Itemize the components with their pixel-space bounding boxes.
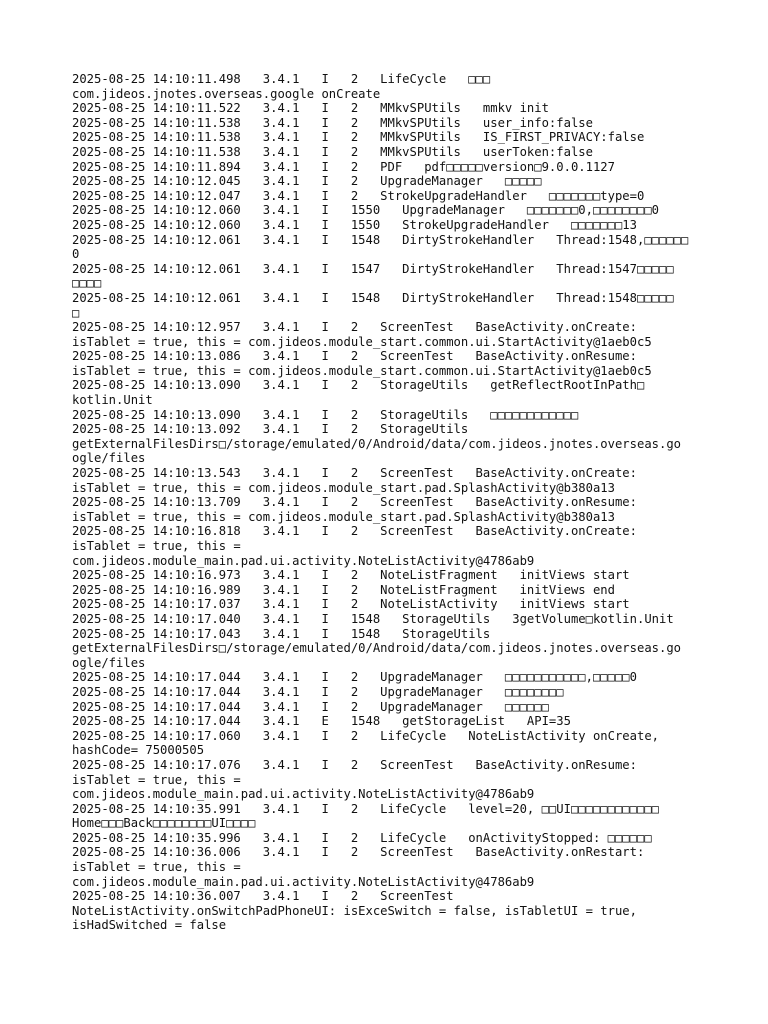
log-entry: 2025-08-25 14:10:13.090 3.4.1 I 2 StorageUtils □□□□□□□□□□□□: [72, 407, 579, 422]
log-entry: 2025-08-25 14:10:12.060 3.4.1 I 1550 UpgradeManager □□□□□□□0,□□□□□□□□0: [72, 203, 659, 218]
log-entry: 2025-08-25 14:10:11.498 3.4.1 I 2 LifeCycle □□□ com.jideos.jnotes.overseas.google onCreate: [72, 72, 491, 101]
log-entry: 2025-08-25 14:10:13.709 3.4.1 I 2 ScreenTest BaseActivity.onResume: isTablet = true, this = com.jideos.module_start.pad.SplashActivity@b380a13: [72, 495, 637, 524]
log-entry: 2025-08-25 14:10:12.061 3.4.1 I 1547 DirtyStrokeHandler Thread:1547□□□□□ □□□□: [72, 261, 674, 291]
log-entry: 2025-08-25 14:10:16.818 3.4.1 I 2 ScreenTest BaseActivity.onCreate: isTablet = true, this = com.jideos.module_main.pad.ui.activity.NoteListActivity@4786ab9: [72, 524, 637, 568]
log-entry: 2025-08-25 14:10:16.989 3.4.1 I 2 NoteListFragment initViews end: [72, 582, 615, 597]
log-entry: 2025-08-25 14:10:12.061 3.4.1 I 1548 DirtyStrokeHandler Thread:1548□□□□□ □: [72, 290, 674, 320]
log-entry: 2025-08-25 14:10:17.076 3.4.1 I 2 ScreenTest BaseActivity.onResume: isTablet = true, this = com.jideos.module_main.pad.ui.activity.NoteListActivity@4786ab9: [72, 757, 637, 802]
log-entry: 2025-08-25 14:10:17.044 3.4.1 I 2 UpgradeManager □□□□□□□□: [72, 684, 564, 699]
log-document: [72, 72, 702, 933]
log-entry: 2025-08-25 14:10:13.543 3.4.1 I 2 ScreenTest BaseActivity.onCreate: isTablet = true, this = com.jideos.module_start.pad.SplashActivity@b380a13: [72, 466, 637, 495]
log-entry: 2025-08-25 14:10:13.090 3.4.1 I 2 StorageUtils getReflectRootInPath□ kotlin.Unit: [72, 378, 645, 408]
log-entry: 2025-08-25 14:10:35.991 3.4.1 I 2 LifeCycle level=20, □□UI□□□□□□□□□□□□ Home□□□Back□□□□□□□□UI□□□□: [72, 801, 659, 831]
log-entry: 2025-08-25 14:10:11.894 3.4.1 I 2 PDF pdf□□□□□version□9.0.0.1127: [72, 159, 615, 174]
log-entry: 2025-08-25 14:10:36.006 3.4.1 I 2 ScreenTest BaseActivity.onRestart: isTablet = true, this = com.jideos.module_main.pad.ui.activity.NoteListActivity@4786ab9: [72, 845, 645, 889]
log-entry: 2025-08-25 14:10:12.047 3.4.1 I 2 StrokeUpgradeHandler □□□□□□□type=0: [72, 188, 645, 203]
log-entry: 2025-08-25 14:10:17.044 3.4.1 I 2 UpgradeManager □□□□□□□□□□□,□□□□□0: [72, 670, 637, 685]
log-entry: 2025-08-25 14:10:16.973 3.4.1 I 2 NoteListFragment initViews start: [72, 568, 630, 583]
log-entry: 2025-08-25 14:10:12.060 3.4.1 I 1550 StrokeUpgradeHandler □□□□□□□13: [72, 217, 637, 232]
log-entry: 2025-08-25 14:10:13.086 3.4.1 I 2 ScreenTest BaseActivity.onResume: isTablet = true, this = com.jideos.module_start.common.ui.StartActivity@1aeb0c5: [72, 349, 652, 378]
log-entry: 2025-08-25 14:10:17.040 3.4.1 I 1548 StorageUtils 3getVolume□kotlin.Unit: [72, 611, 674, 626]
log-entry: 2025-08-25 14:10:11.538 3.4.1 I 2 MMkvSPUtils IS_FIRST_PRIVACY:false: [72, 130, 645, 145]
log-entry: 2025-08-25 14:10:35.996 3.4.1 I 2 LifeCycle onActivityStopped: □□□□□□: [72, 830, 652, 845]
log-entry: 2025-08-25 14:10:17.037 3.4.1 I 2 NoteListActivity initViews start: [72, 597, 630, 612]
log-entry: 2025-08-25 14:10:12.061 3.4.1 I 1548 DirtyStrokeHandler Thread:1548,□□□□□□ 0: [72, 232, 689, 262]
log-entry: 2025-08-25 14:10:11.522 3.4.1 I 2 MMkvSPUtils mmkv init: [72, 101, 549, 116]
log-entry: 2025-08-25 14:10:17.044 3.4.1 I 2 UpgradeManager □□□□□□: [72, 699, 549, 714]
log-entry: 2025-08-25 14:10:13.092 3.4.1 I 2 StorageUtils getExternalFilesDirs□/storage/emulated/0/Android/data/com.jideos.jnotes.overseas.go ogle/files: [72, 422, 682, 466]
log-entry: 2025-08-25 14:10:17.060 3.4.1 I 2 LifeCycle NoteListActivity onCreate, hashCode= 75000505: [72, 728, 659, 758]
log-entry: 2025-08-25 14:10:11.538 3.4.1 I 2 MMkvSPUtils user_info:false: [72, 115, 593, 130]
log-entry: 2025-08-25 14:10:12.957 3.4.1 I 2 ScreenTest BaseActivity.onCreate: isTablet = true, this = com.jideos.module_start.common.ui.StartActivity@1aeb0c5: [72, 320, 652, 349]
log-entry: 2025-08-25 14:10:36.007 3.4.1 I 2 ScreenTest NoteListActivity.onSwitchPadPhoneUI: isExceSwitch = false, isTabletUI = true, isHadSwitched = false: [72, 889, 637, 933]
log-entry: 2025-08-25 14:10:17.043 3.4.1 I 1548 StorageUtils getExternalFilesDirs□/storage/emulated/0/Android/data/com.jideos.jnotes.overseas.go ogle/files: [72, 626, 682, 670]
log-entry: 2025-08-25 14:10:11.538 3.4.1 I 2 MMkvSPUtils userToken:false: [72, 144, 593, 159]
log-entry: 2025-08-25 14:10:17.044 3.4.1 E 1548 getStorageList API=35: [72, 714, 571, 729]
log-entry: 2025-08-25 14:10:12.045 3.4.1 I 2 UpgradeManager □□□□□: [72, 174, 542, 189]
